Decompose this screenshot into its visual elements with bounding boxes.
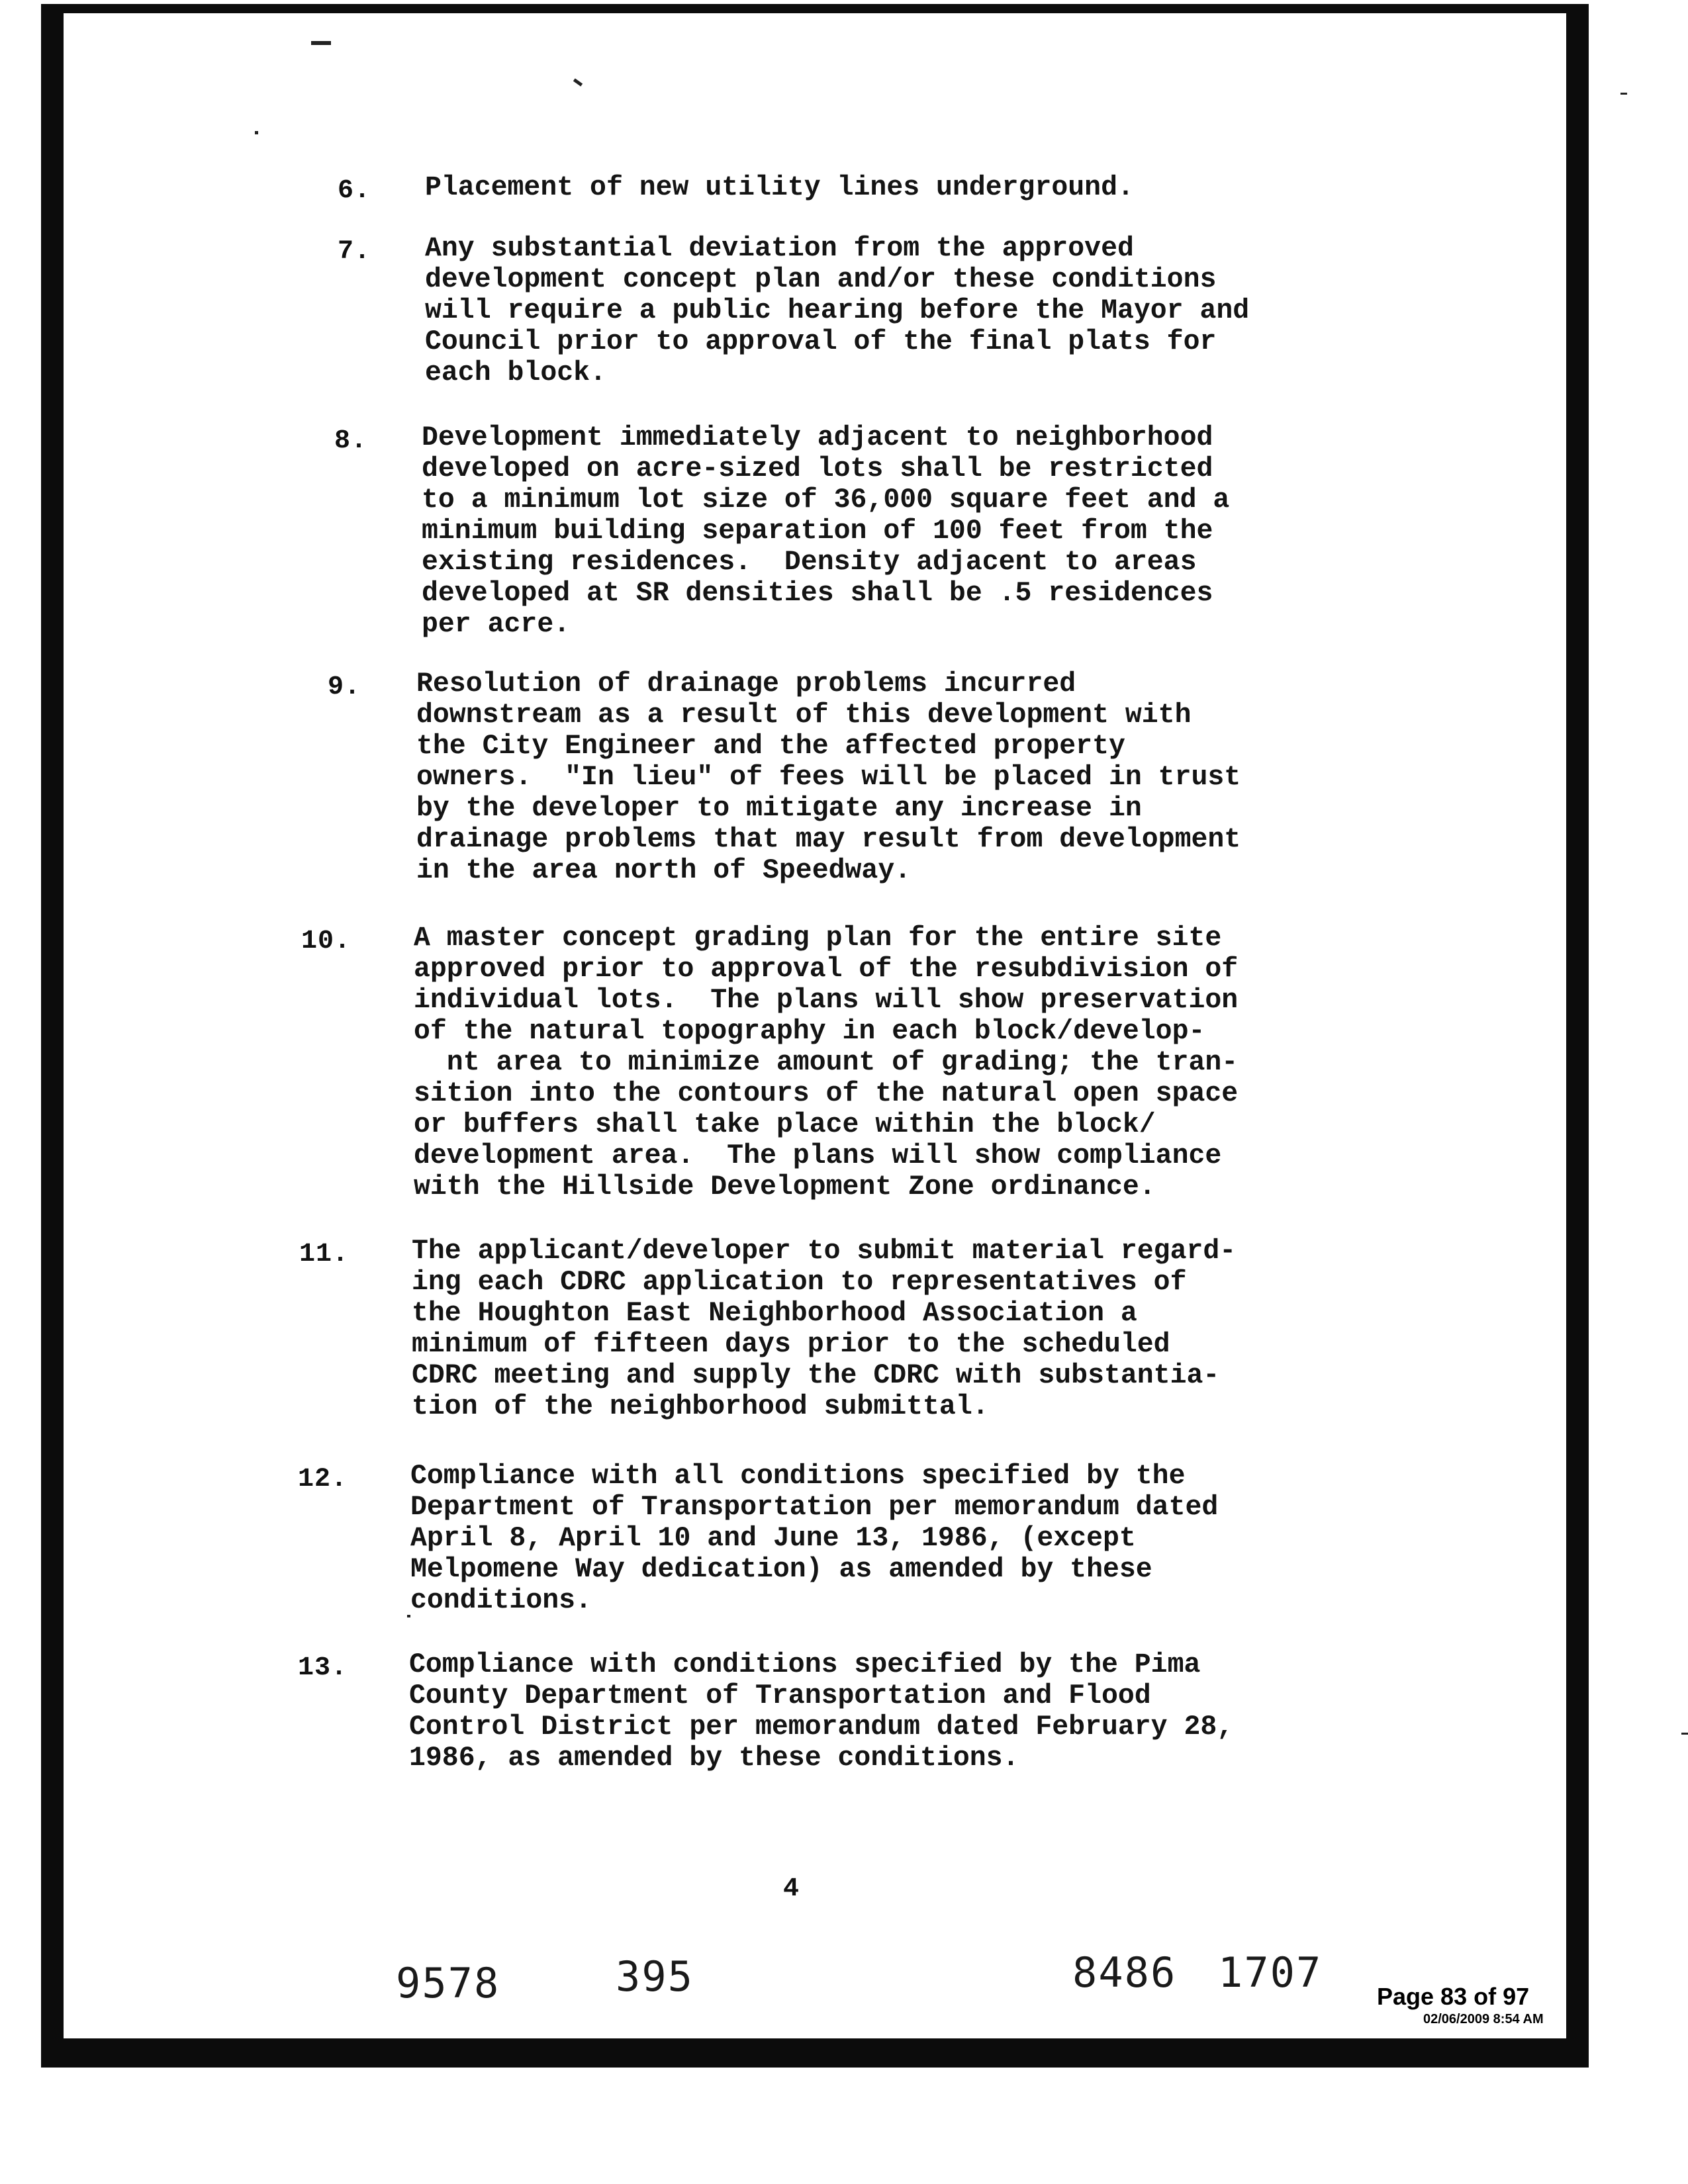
scan-speck [311, 41, 331, 45]
condition-text: Resolution of drainage problems incurred downstream as a result of this development with the City Engineer and the affected property owners. "In lieu" of fees will be placed in trust by the developer to mitigate any increase in drainage problems that may result from development in the area north of Speedway. [416, 668, 1241, 886]
condition-text: Any substantial deviation from the approved development concept plan and/or these conditions will require a public hearing before the Mayor and Council prior to approval of the final plats for each block. [425, 233, 1250, 388]
page-count-label: Page 83 of 97 [1377, 1983, 1530, 2010]
condition-number: 7. [338, 237, 371, 267]
condition-text: Development immediately adjacent to neighborhood developed on acre-sized lots shall be restricted to a minimum lot size of 36,000 square feet and a minimum building separation of 100 feet from the existing residences. Density adjacent to areas developed at SR densities shall be .5 residences per acre. [422, 422, 1230, 640]
scan-speck [1681, 1733, 1688, 1735]
footer-code: 1707 [1218, 1948, 1323, 1997]
condition-number: 6. [338, 176, 371, 206]
page-number: 4 [783, 1874, 800, 1904]
condition-number: 10. [301, 927, 352, 956]
condition-number: 8. [334, 426, 368, 456]
condition-text: Compliance with conditions specified by the Pima County Department of Transportation and Flood Control District per memorandum dated February 28, 1986, as amended by these conditions. [409, 1649, 1234, 1774]
condition-text: A master concept grading plan for the entire site approved prior to approval of the resubdivision of individual lots. The plans will show preservation of the natural topography in each block/develop- nt area to minimize amount of grading; the tran- sition into the contours of the natural open space or buffers shall take place within the block/ development area. The plans will show compliance with the Hillside Development Zone ordinance. [414, 923, 1239, 1203]
condition-number: 13. [298, 1653, 348, 1683]
page-timestamp: 02/06/2009 8:54 AM [1423, 2012, 1544, 2026]
footer-code: 395 [616, 1952, 694, 2001]
footer-code: 8486 [1072, 1948, 1177, 1997]
footer-code: 9578 [396, 1959, 500, 2007]
condition-text: Placement of new utility lines underground. [425, 172, 1134, 203]
scan-speck [1620, 93, 1627, 95]
scan-speck [407, 1615, 410, 1617]
condition-number: 9. [328, 672, 361, 702]
condition-text: The applicant/developer to submit material regard- ing each CDRC application to representatives of the Houghton East Neighborhood Association a minimum of fifteen days prior to the scheduled CDRC meeting and supply the CDRC with substantia- tion of the neighborhood submittal. [412, 1236, 1237, 1422]
scan-speck [255, 131, 258, 134]
condition-number: 12. [298, 1465, 348, 1494]
condition-number: 11. [299, 1240, 350, 1269]
condition-text: Compliance with all conditions specified by the Department of Transportation per memorandum dated April 8, April 10 and June 13, 1986, (except Melpomene Way dedication) as amended by these conditions. [410, 1461, 1219, 1616]
